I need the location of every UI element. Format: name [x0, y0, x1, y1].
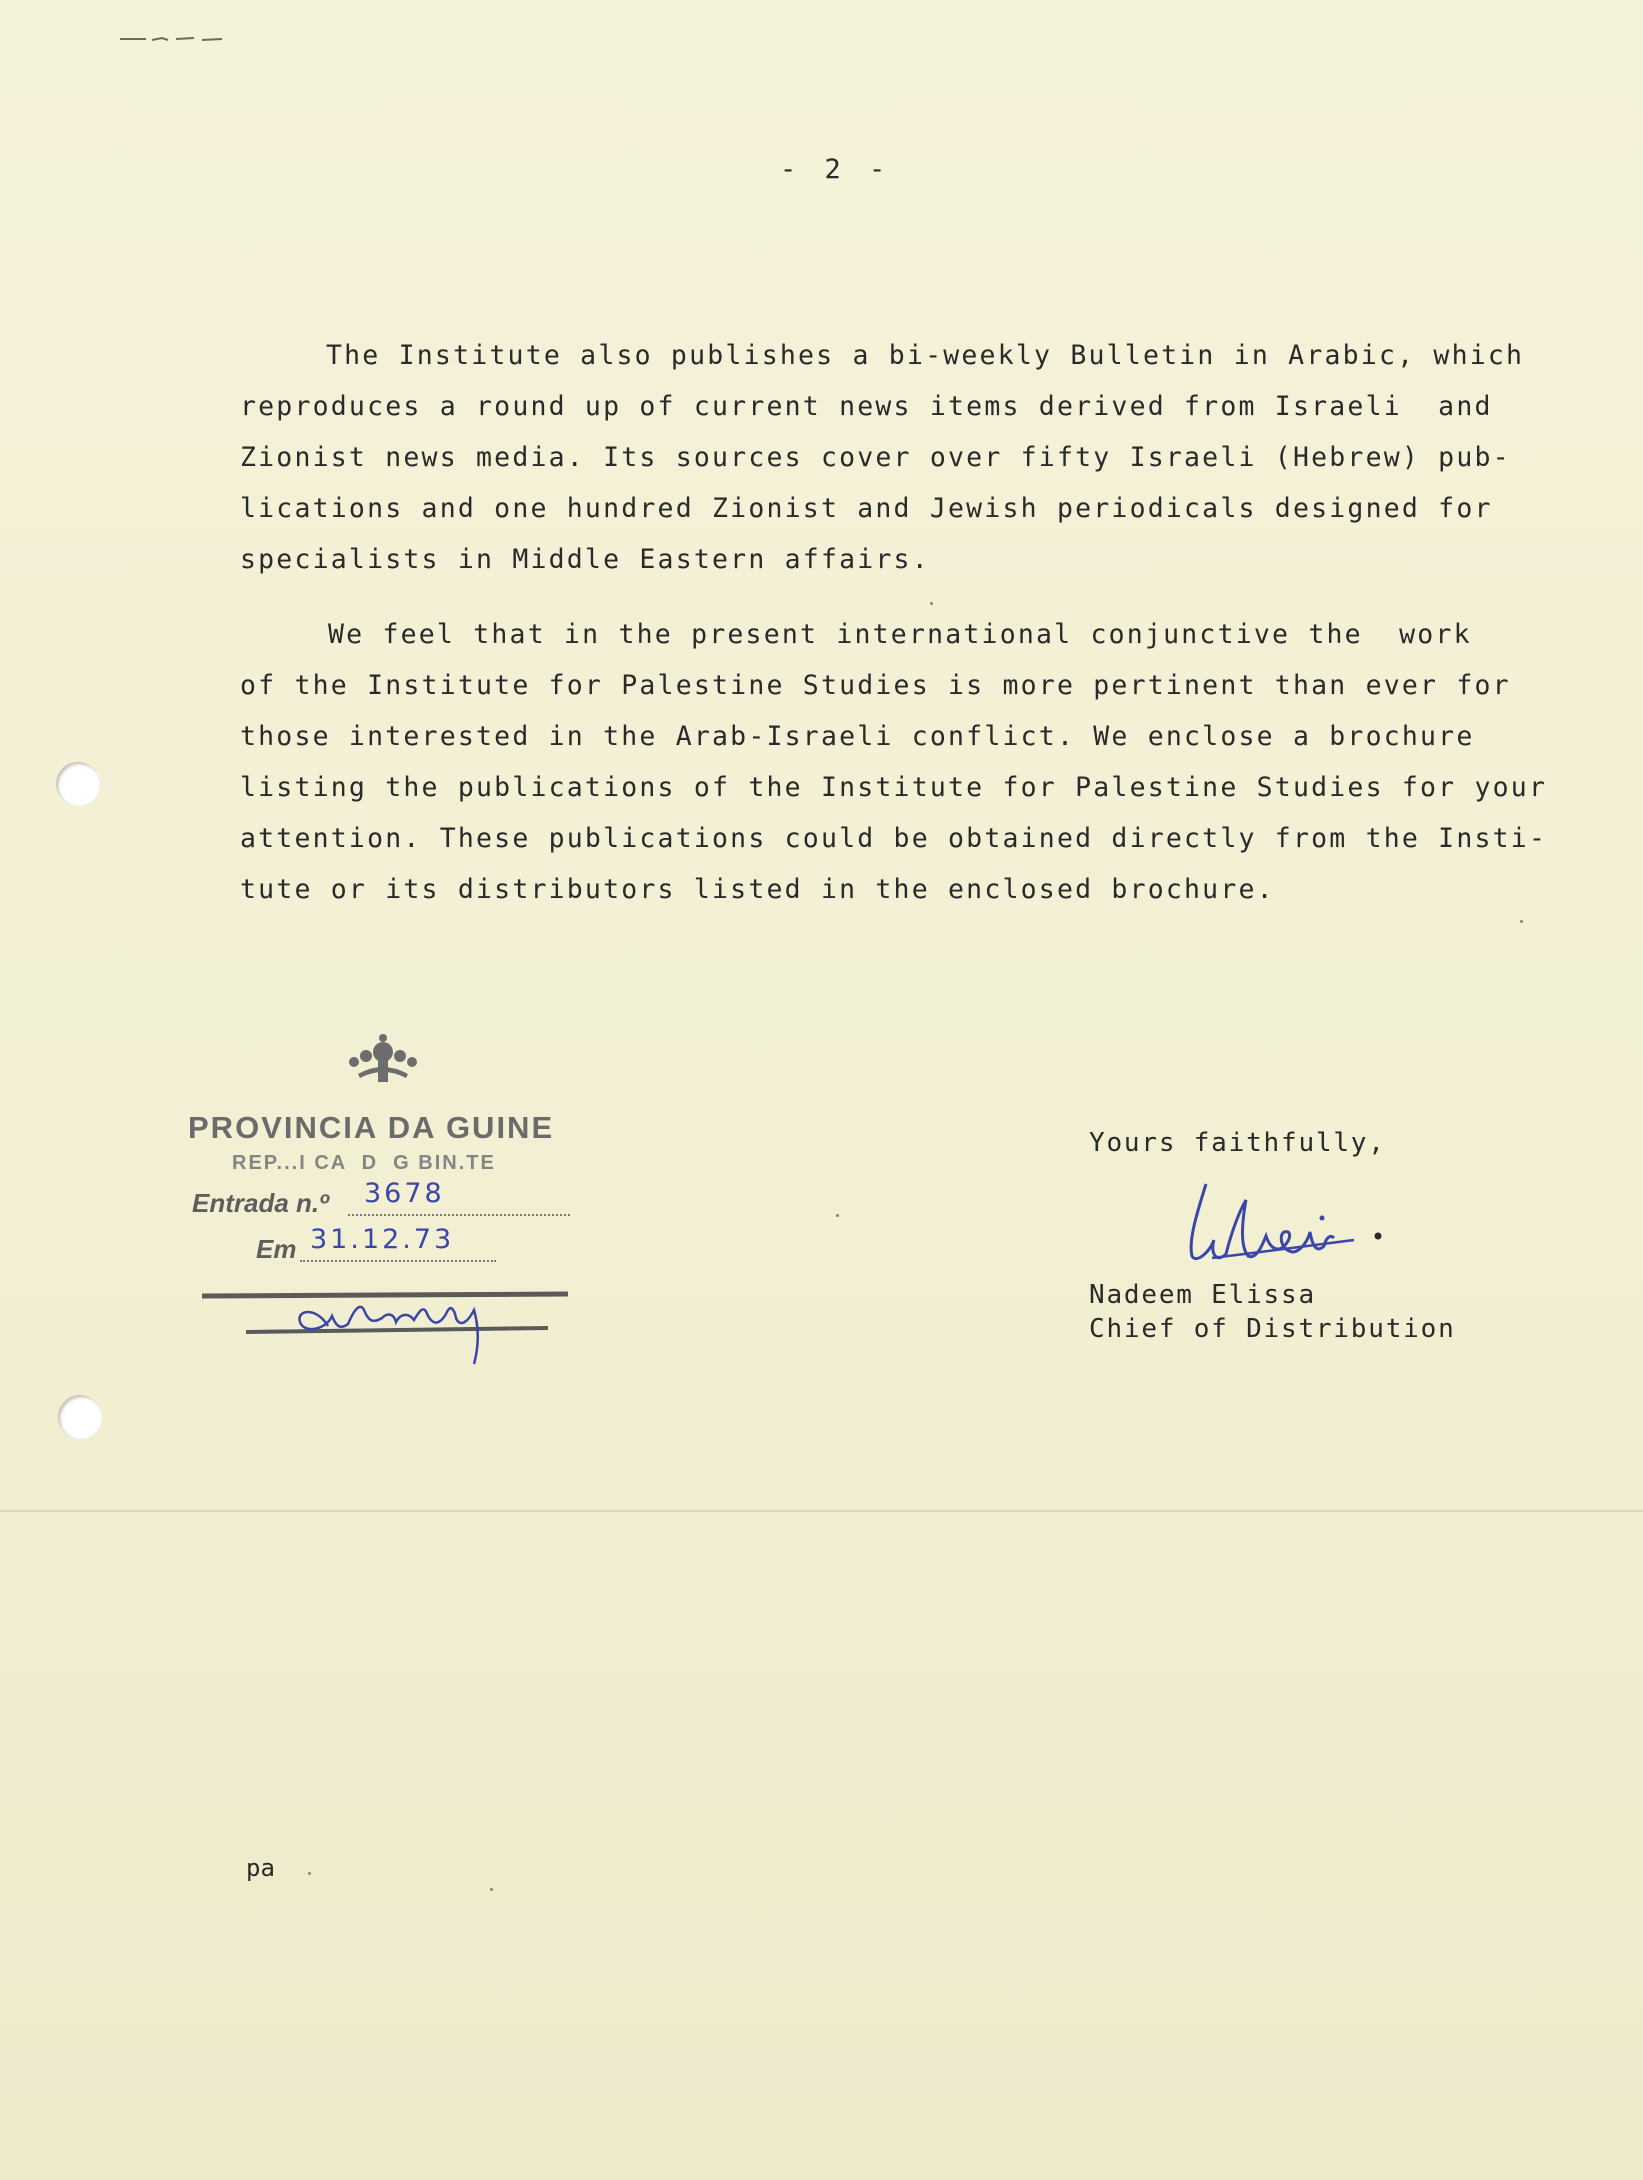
reception-stamp: [188, 1030, 598, 1375]
signer-name: Nadeem Elissa: [1089, 1280, 1316, 1310]
stamp-em-label: Em: [256, 1234, 297, 1264]
text-line: those interested in the Arab-Israeli conflict. We enclose a brochure: [240, 721, 1475, 752]
paper-speck: [1520, 920, 1523, 923]
text-line: listing the publications of the Institute for Palestine Studies for your: [240, 772, 1548, 803]
stamp-province-text: PROVINCIA DA GUINE: [188, 1110, 555, 1145]
paragraph-bulletin: [240, 330, 1550, 585]
punch-hole-top: [56, 762, 100, 806]
paper-speck: [308, 1872, 311, 1875]
letter-body: [240, 330, 1550, 939]
typist-initials: pa: [246, 1854, 275, 1882]
crest-icon: [328, 1030, 438, 1090]
stamp-em-date: 31.12.73: [310, 1224, 455, 1255]
text-line: The Institute also publishes a bi-weekly Bulletin in Arabic, which: [326, 340, 1525, 371]
paper-speck: [490, 1888, 493, 1891]
text-line: attention. These publications could be obtained directly from the Insti-: [240, 823, 1548, 854]
page-number: - 2 -: [780, 154, 892, 185]
text-line: of the Institute for Palestine Studies is more pertinent than ever for: [240, 670, 1511, 701]
text-line: specialists in Middle Eastern affairs.: [240, 544, 930, 575]
signer-title: Chief of Distribution: [1089, 1314, 1456, 1344]
text-line: Zionist news media. Its sources cover over fifty Israeli (Hebrew) pub-: [240, 442, 1511, 473]
punch-hole-bottom: [58, 1395, 102, 1439]
top-edge-mark: [118, 34, 226, 44]
author-handwritten-signature: [1170, 1160, 1410, 1280]
stamp-entrada-label: Entrada n.º: [192, 1188, 329, 1218]
stamp-em-dots: [300, 1260, 496, 1262]
paper-speck: [930, 602, 933, 605]
text-line: reproduces a round up of current news items derived from Israeli and: [240, 391, 1493, 422]
paper-speck: [836, 1214, 839, 1217]
text-line: tute or its distributors listed in the enclosed brochure.: [240, 874, 1275, 905]
stamp-entrada-dots: [348, 1214, 570, 1216]
text-line: lications and one hundred Zionist and Jewish periodicals designed for: [240, 493, 1493, 524]
closing-salutation: Yours faithfully,: [1089, 1128, 1386, 1158]
paragraph-institute: [240, 609, 1550, 915]
stamp-entrada-number: 3678: [364, 1178, 445, 1209]
stamp-handwritten-signature: [188, 1280, 598, 1380]
paper-fold-line: [0, 1510, 1643, 1512]
text-line: We feel that in the present international conjunctive the work: [328, 619, 1472, 650]
stamp-repartition-text: REP...I CA D G BIN.TE: [232, 1152, 496, 1174]
